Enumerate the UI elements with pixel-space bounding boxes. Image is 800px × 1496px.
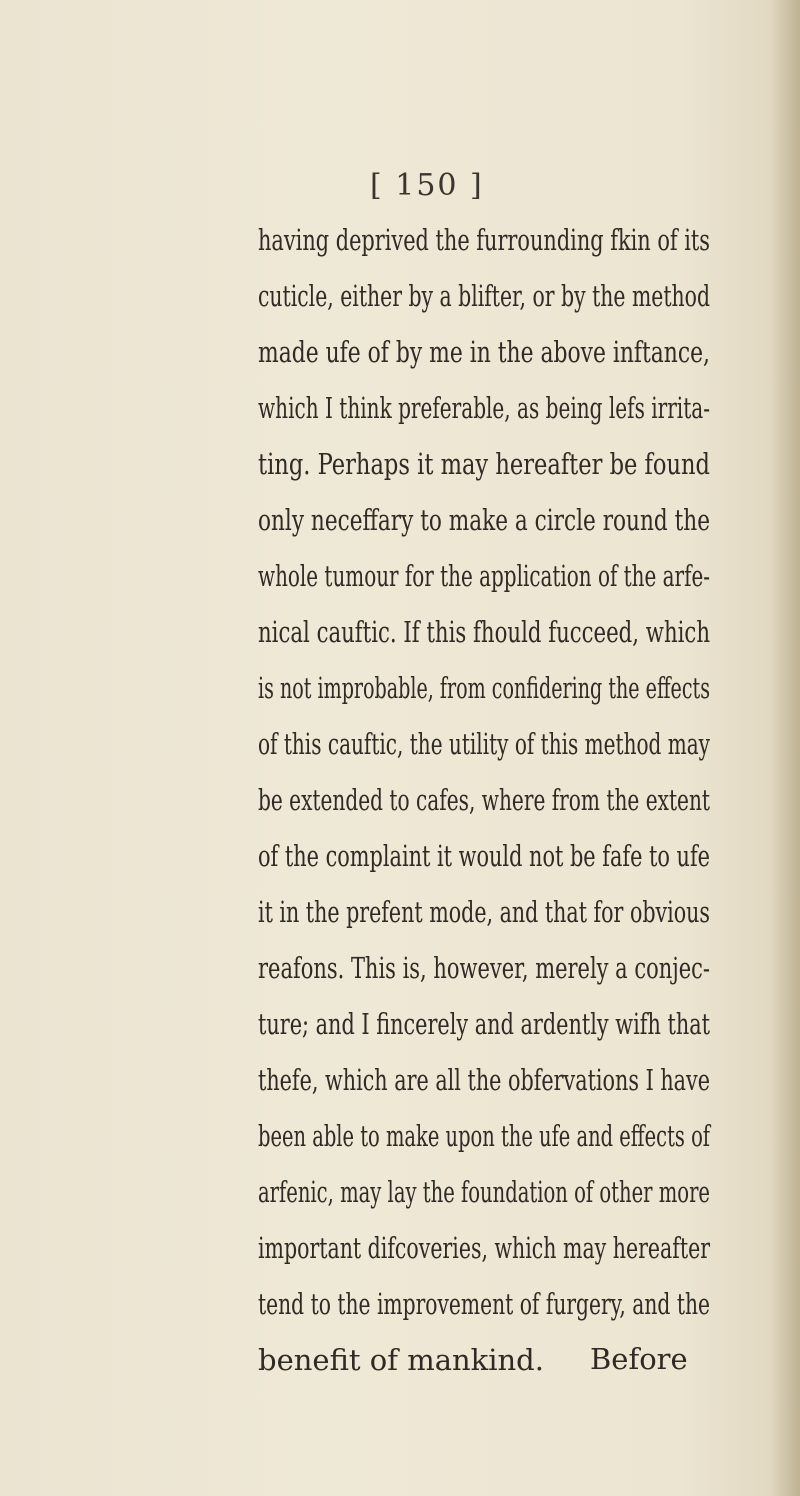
text-line: only neceffary to make a circle round the bbox=[258, 503, 710, 537]
text-line: of this cauftic, the utility of this method may bbox=[258, 727, 710, 761]
text-line: which I think preferable, as being lefs irrita- bbox=[258, 391, 710, 425]
text-line: been able to make upon the ufe and effects of bbox=[258, 1119, 710, 1153]
text-line: having deprived the furrounding fkin of its bbox=[258, 223, 710, 257]
text-line: be extended to cafes, where from the extent bbox=[258, 783, 710, 817]
text-line: cuticle, either by a blifter, or by the method bbox=[258, 279, 710, 313]
text-line: tend to the improvement of furgery, and the bbox=[258, 1287, 710, 1321]
text-line: benefit of mankind. bbox=[258, 1343, 544, 1377]
text-line: of the complaint it would not be fafe to ufe bbox=[258, 839, 710, 873]
catchword: Before bbox=[590, 1342, 688, 1376]
text-line: ting. Perhaps it may hereafter be found bbox=[258, 447, 710, 481]
text-line: is not improbable, from confidering the effects bbox=[258, 671, 710, 705]
page-number-header: [ 150 ] bbox=[370, 168, 484, 203]
text-line: thefe, which are all the obfervations I have bbox=[258, 1063, 710, 1097]
text-line: whole tumour for the application of the arfe- bbox=[258, 559, 710, 593]
text-line: made ufe of by me in the above inftance, bbox=[258, 335, 710, 369]
text-line: reafons. This is, however, merely a conjec- bbox=[258, 951, 710, 985]
text-line: important difcoveries, which may hereafter bbox=[258, 1231, 710, 1265]
text-line: nical cauftic. If this fhould fucceed, which bbox=[258, 615, 710, 649]
text-line: it in the prefent mode, and that for obvious bbox=[258, 895, 710, 929]
text-line: ture; and I fincerely and ardently wifh that bbox=[258, 1007, 710, 1041]
text-line: arfenic, may lay the foundation of other more bbox=[258, 1175, 710, 1209]
